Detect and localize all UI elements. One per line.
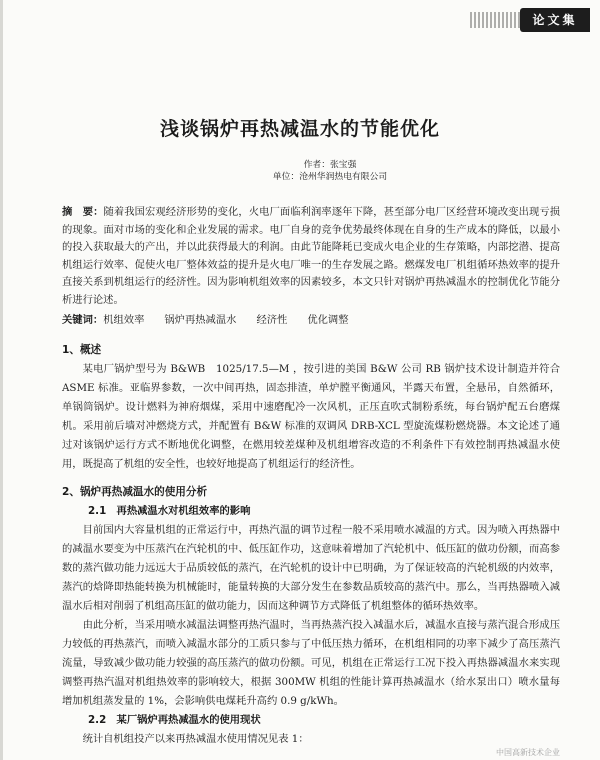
keywords-label: 关键词： xyxy=(62,314,104,326)
keywords xyxy=(62,311,560,329)
section-heading: 2、锅炉再热减温水的使用分析 xyxy=(62,486,208,498)
paragraph: 某电厂锅炉型号为 B&WB 1025/17.5—M ，按引进的美国 B&W 公司 RB 锅炉技术设计制造并符合 ASME 标准。亚临界参数，一次中间再热，固态排渣，单炉膛平衡通风，半露天布置，全悬吊，自然循环，单锅筒锅炉。设计燃料为神府烟煤，采用中速磨配冷一次风机，正压直吹式制粉系统，每台锅炉配五台磨煤机。采用前后墙对冲燃烧方式，并配置有 B&W 标准的双调风 DRB-XCL 型旋流煤粉燃烧器。本文论述了通过对该锅炉运行方式不断地优化调整，在燃用较差煤种及机组增容改造的不利条件下有效控制再热减温水使用，既提高了机组的安全性，也较好地提高了机组运行的经济性。 xyxy=(62,363,560,470)
subsection-heading: 2.1 再热减温水对机组效率的影响 xyxy=(88,505,251,517)
abstract xyxy=(62,204,560,309)
keyword: 机组效率 xyxy=(103,314,145,326)
author-unit: 单位：沧州华润热电有限公司 xyxy=(272,172,388,182)
scan-edge xyxy=(0,0,3,760)
keyword: 经济性 xyxy=(256,314,288,326)
paragraph: 由此分析，当采用喷水减温法调整再热汽温时，当再热蒸汽投入减温水后，减温水直接与蒸汽混合形成压力较低的再热蒸汽，而喷入减温水部分的工质只参与了中低压热力循环，在机组相同的功率下减少了高压蒸汽流量，导致减少做功能力较强的高压蒸汽的做功份额。可见，机组在正常运行工况下投入再热器减温水来实现调整再热汽温对机组热效率的影响较大，根据 300MW 机组的性能计算再热减温水（给水泵出口）喷水量每增加机组蒸发量的 1%，会影响供电煤耗升高约 0.9 g/kWh。 xyxy=(62,619,560,707)
keyword: 优化调整 xyxy=(307,314,349,326)
section-heading: 1、概述 xyxy=(62,344,102,356)
subsection-heading: 2.2 某厂锅炉再热减温水的使用现状 xyxy=(88,714,261,726)
article-body xyxy=(62,204,560,749)
tag-label: 论文集 xyxy=(520,8,590,32)
paragraph: 目前国内大容量机组的正常运行中，再热汽温的调节过程一般不采用喷水减温的方式。因为喷入再热器中的减温水要变为中压蒸汽在汽轮机的中、低压缸作功，这意味着增加了汽轮机中、低压缸的做功份额，而高参数的蒸汽做功能力远远大于品质较低的蒸汽，在汽轮机的设计中已明确，为了保证较高的汽轮机级的内效率，蒸汽的焓降即热能转换为机械能时，能量转换的大部分发生在参数品质较高的蒸汽中。那么，当再热器喷入减温水后相对削弱了机组高压缸的做功能力，因而这种调节方式降低了机组整体的循环热效率。 xyxy=(62,524,560,612)
keyword: 锅炉再热减温水 xyxy=(164,314,237,326)
tag-decoration xyxy=(470,12,522,28)
abstract-label: 摘 要： xyxy=(62,206,104,218)
page-footer: 中国高新技术企业 xyxy=(496,748,560,757)
journal-section-tag xyxy=(470,8,590,32)
article-title: 浅谈锅炉再热减温水的节能优化 xyxy=(159,118,440,140)
paragraph: 统计自机组投产以来再热减温水使用情况见表 1： xyxy=(82,733,309,745)
author-name: 作者：张宝强 xyxy=(303,160,357,170)
author-block xyxy=(0,159,600,183)
abstract-text: 随着我国宏观经济形势的变化，火电厂面临利润率逐年下降，甚至部分电厂区经营环境改变出现亏损的现象。面对市场的变化和企业发展的需求。电厂自身的竞争优势最终体现在自身的生产成本的降低，以最小的投入获取最大的产出，并以此获得最大的利润。由此节能降耗已变成火电企业的生存策略，内部挖潜、提高机组运行效率、促使火电厂整体效益的提升是火电厂唯一的生存发展之路。燃煤发电厂机组循环热效率的提升直接关系到机组运行的经济性。因为影响机组效率的因素较多，本文只针对锅炉再热减温水的控制优化节能分析进行论述。 xyxy=(62,206,561,306)
